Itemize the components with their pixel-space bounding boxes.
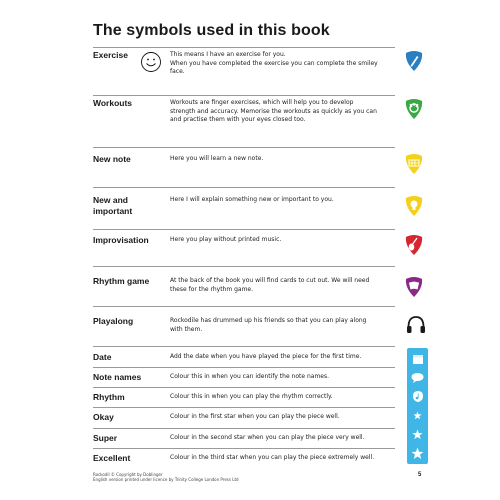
term-label: Super <box>93 433 118 443</box>
term-label: Exercise <box>93 50 128 60</box>
term-description: Colour this in when you can play the rhythm correctly. <box>170 393 333 400</box>
term-description: At the back of the book you will find cards to cut out. We will need these for the rhythm game. <box>170 277 370 293</box>
term-label: Note names <box>93 372 142 382</box>
term-label: Workouts <box>93 98 133 108</box>
term-label: New and important <box>93 195 133 216</box>
divider <box>93 47 395 48</box>
divider <box>93 367 395 368</box>
page-number: 5 <box>418 472 422 478</box>
term-label: Rhythm game <box>93 276 150 286</box>
lightbulb-pick-icon <box>404 195 424 217</box>
term-description: Add the date when you have played the piece for the first time. <box>170 353 362 360</box>
large-star-icon <box>407 443 428 464</box>
smiley-face-icon <box>140 51 162 73</box>
term-label: Excellent <box>93 453 131 463</box>
fretboard-pick-icon <box>404 153 424 175</box>
term-description: Colour in the second star when you can play the piece very well. <box>170 434 365 441</box>
cards-pick-icon <box>404 276 424 298</box>
divider <box>93 147 395 148</box>
hand-pick-icon <box>404 98 424 120</box>
term-description: Colour in the first star when you can play the piece well. <box>170 413 340 420</box>
term-description: Here you play without printed music. <box>170 236 282 243</box>
divider <box>93 407 395 408</box>
medium-star-icon <box>407 424 428 445</box>
small-star-icon <box>407 405 428 426</box>
term-description: Here you will learn a new note. <box>170 155 264 162</box>
footer-line: Rockodil © Copyright by Doblinger <box>93 472 163 477</box>
guitar-pick-icon <box>404 234 424 256</box>
description-line: This means I have an exercise for you. When you have completed the exercise you can complete the smiley face. <box>170 51 378 75</box>
footer-line: English version printed under licence by Trinity College London Press Ltd <box>93 477 239 482</box>
term-description <box>170 51 380 77</box>
term-description: Here I will explain something new or important to you. <box>170 196 334 203</box>
divider <box>93 229 395 230</box>
term-label: New note <box>93 154 131 164</box>
pencil-pick-icon <box>404 50 424 72</box>
headphones-icon <box>405 314 427 336</box>
term-label: Date <box>93 352 112 362</box>
term-description: Colour this in when you can identify the note names. <box>170 373 330 380</box>
term-label: Improvisation <box>93 235 149 245</box>
divider <box>93 387 395 388</box>
footer-copyright <box>93 472 239 482</box>
divider <box>93 428 395 429</box>
note-bubble-icon <box>407 386 428 407</box>
term-label: Okay <box>93 412 114 422</box>
calendar-icon <box>407 348 428 369</box>
divider <box>93 346 395 347</box>
divider <box>93 448 395 449</box>
term-label: Rhythm <box>93 392 125 402</box>
divider <box>93 95 395 96</box>
page-title: The symbols used in this book <box>93 22 330 39</box>
divider <box>93 187 395 188</box>
speech-bubble-icon <box>407 367 428 388</box>
term-label: Playalong <box>93 316 134 326</box>
term-description: Workouts are finger exercises, which will help you to develop strength and accuracy. Memorise the workouts as quickly as you can and practise them with your eyes closed too. <box>170 99 377 123</box>
term-description: Rockodile has drummed up his friends so that you can play along with them. <box>170 317 367 333</box>
progress-icon-strip <box>407 348 428 464</box>
divider <box>93 306 395 307</box>
divider <box>93 266 395 267</box>
term-description: Colour in the third star when you can play the piece extremely well. <box>170 454 375 461</box>
